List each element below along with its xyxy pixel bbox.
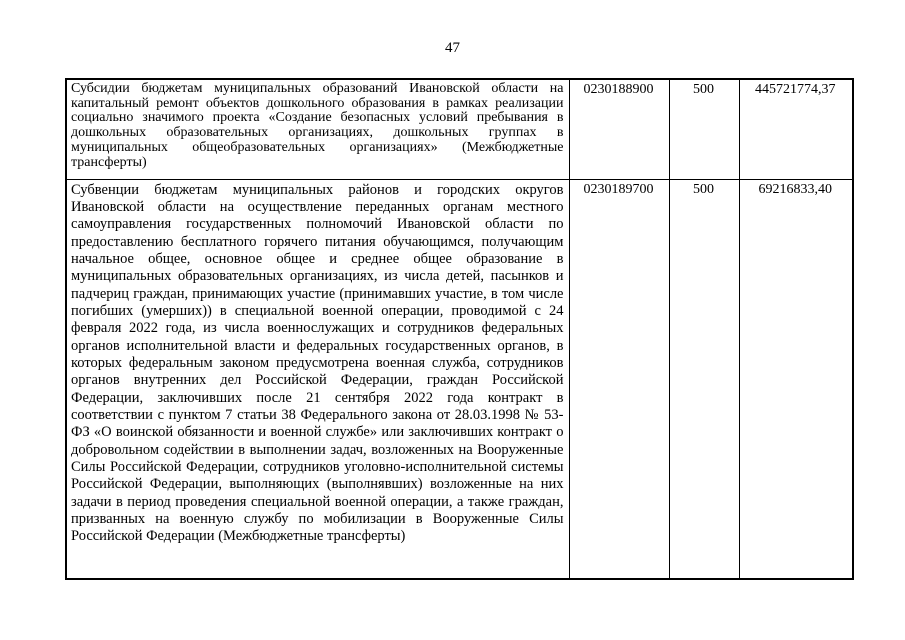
cell-description: Субсидии бюджетам муниципальных образований Ивановской области на капитальный ремонт объектов дошкольного образования в рамках реализации социально значимого проекта «Создание безопасных условий пребывания в дошкольных образовательных организациях, дошкольных группах в муниципальных общеобразовательных организациях» (Межбюджетные трансферты): [66, 79, 569, 179]
cell-amount: 69216833,40: [739, 179, 853, 579]
cell-expense-type: 500: [669, 179, 739, 579]
budget-table: [65, 78, 854, 580]
cell-expense-type: 500: [669, 79, 739, 179]
table-row: [66, 79, 853, 179]
cell-target-article-code: 0230188900: [569, 79, 669, 179]
cell-amount: 445721774,37: [739, 79, 853, 179]
cell-description: Субвенции бюджетам муниципальных районов и городских округов Ивановской области на осуществление переданных органам местного самоуправления государственных полномочий Ивановской области по предоставлению бесплатного горячего питания обучающимся, получающим начальное общее, основное общее и среднее общее образование в муниципальных образовательных организациях, из числа детей, пасынков и падчериц граждан, принимающих участие (принимавших участие, в том числе погибших (умерших)) в специальной военной операции, проводимой с 24 февраля 2022 года, из числа военнослужащих и сотрудников федеральных органов исполнительной власти и федеральных государственных органов, в которых федеральным законом предусмотрена военная служба, сотрудников органов внутренних дел Российской Федерации, граждан Российской Федерации, заключивших после 21 сентября 2022 года контракт в соответствии с пунктом 7 статьи 38 Федерального закона от 28.03.1998 № 53-ФЗ «О воинской обязанности и военной службе» или заключивших контракт о добровольном содействии в выполнении задач, возложенных на Вооруженные Силы Российской Федерации, сотрудников уголовно-исполнительной системы Российской Федерации, выполняющих (выполнявших) возложенные на них задачи в период проведения специальной военной операции, а также граждан, призванных на военную службу по мобилизации в Вооруженные Силы Российской Федерации (Межбюджетные трансферты): [66, 179, 569, 579]
table-row: [66, 179, 853, 579]
cell-target-article-code: 0230189700: [569, 179, 669, 579]
page-number: 47: [445, 40, 460, 56]
